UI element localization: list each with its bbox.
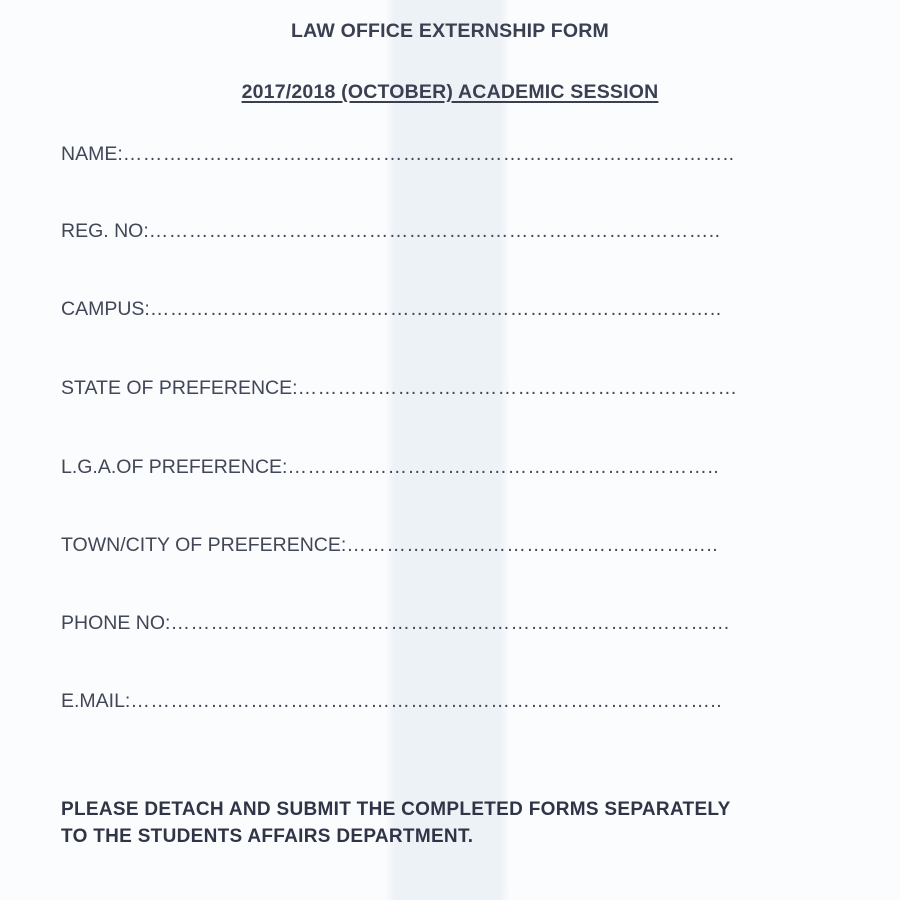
phone-no-label: PHONE NO: [61, 612, 171, 634]
town-city-of-preference-dotted-line[interactable]: ……………………………………………….. [346, 534, 719, 556]
name-dotted-line[interactable]: ……………………………………………………………………………….. [122, 143, 735, 165]
phone-no-dotted-line[interactable]: ………………………………………………………………………… [170, 612, 731, 634]
session-heading [0, 81, 900, 104]
email-field[interactable] [61, 690, 722, 713]
lga-of-preference-label: L.G.A.OF PREFERENCE: [61, 456, 288, 478]
form-title: LAW OFFICE EXTERNSHIP FORM [291, 20, 609, 42]
name-field[interactable] [61, 143, 735, 166]
town-city-of-preference-label: TOWN/CITY OF PREFERENCE: [61, 534, 347, 556]
name-label: NAME: [61, 143, 123, 165]
submission-notice [61, 796, 881, 850]
state-of-preference-label: STATE OF PREFERENCE: [61, 377, 298, 399]
lga-of-preference-field[interactable] [61, 456, 719, 479]
lga-of-preference-dotted-line[interactable]: ……………………………………………………….. [287, 456, 720, 478]
state-of-preference-dotted-line[interactable]: ………………………………………………………… [297, 377, 738, 399]
town-city-of-preference-field[interactable] [61, 534, 718, 557]
campus-field[interactable] [61, 298, 722, 321]
email-label: E.MAIL: [61, 690, 131, 712]
email-dotted-line[interactable]: …………………………………………………………………………….. [130, 690, 723, 712]
phone-no-field[interactable] [61, 612, 730, 635]
reg-no-label: REG. NO: [61, 220, 149, 242]
campus-dotted-line[interactable]: ………………………………………………………………………….. [149, 298, 722, 320]
session-text: 2017/2018 (OCTOBER) ACADEMIC SESSION [241, 81, 659, 103]
reg-no-dotted-line[interactable]: ………………………………………………………………………….. [148, 220, 721, 242]
notice-line-2: TO THE STUDENTS AFFAIRS DEPARTMENT. [61, 826, 474, 847]
notice-line-1: PLEASE DETACH AND SUBMIT THE COMPLETED FORMS SEPARATELY [61, 799, 731, 820]
campus-label: CAMPUS: [61, 298, 150, 320]
state-of-preference-field[interactable] [61, 377, 738, 400]
reg-no-field[interactable] [61, 220, 721, 243]
